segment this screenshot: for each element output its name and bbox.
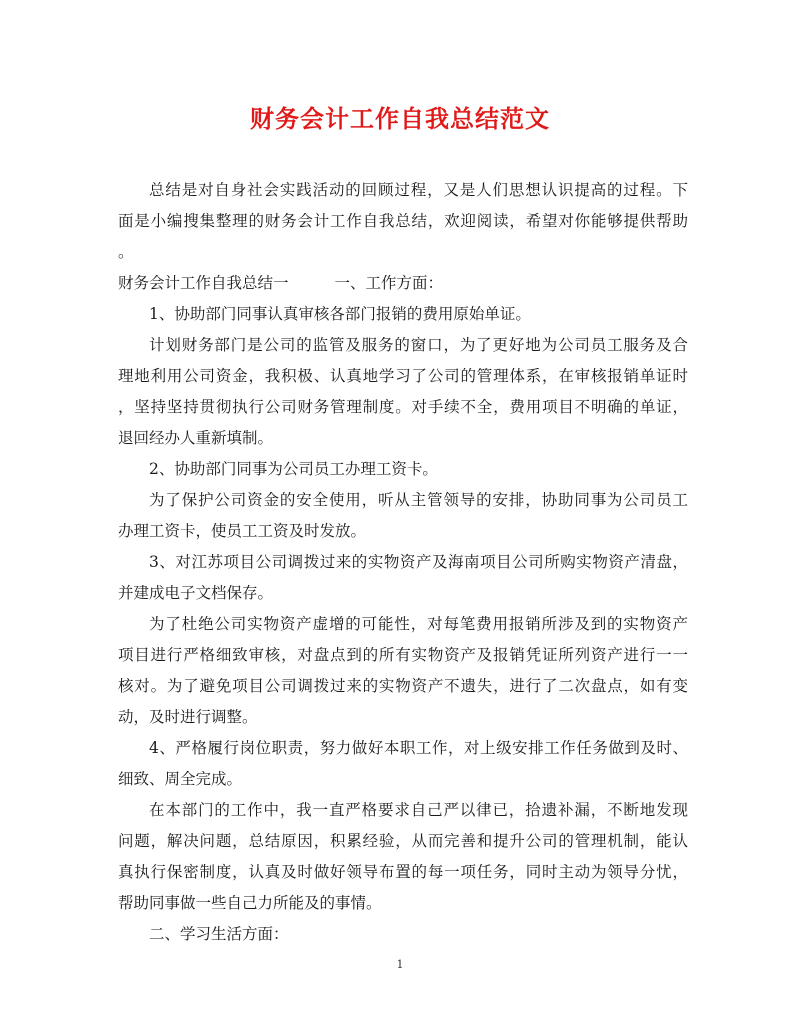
page-number: 1: [396, 958, 404, 971]
text-line-content: 1、协助部门同事认真审核各部门报销的费用原始单证。: [149, 305, 531, 323]
text-line-content: 真执行保密制度，认真及时做好领导布置的每一项任务，同时主动为领导分忧，: [118, 863, 688, 881]
document-title: 财务会计工作自我总结范文: [250, 104, 550, 133]
text-line-content: 退回经办人重新填制。: [118, 429, 274, 447]
text-line-content: 4、严格履行岗位职责，努力做好本职工作，对上级安排工作任务做到及时、: [149, 739, 688, 757]
document-body: [118, 175, 688, 950]
text-line: [118, 206, 688, 237]
text-line-content: 在本部门的工作中，我一直严格要求自己严以律已，拾遗补漏，不断地发现: [149, 801, 688, 819]
text-line: [118, 702, 688, 733]
text-line: [118, 826, 688, 857]
text-line-content: 财务会计工作自我总结一: [118, 274, 289, 292]
text-line: [118, 919, 688, 950]
text-line-content: ，坚持坚持贯彻执行公司财务管理制度。对手续不全，费用项目不明确的单证，: [118, 398, 688, 416]
text-line: [118, 671, 688, 702]
text-line: [118, 454, 688, 485]
text-line: [118, 764, 688, 795]
text-line: [118, 857, 688, 888]
text-line-content: 计划财务部门是公司的监管及服务的窗口，为了更好地为公司员工服务及合: [149, 336, 688, 354]
text-line-content: 理地利用公司资金，我积极、认真地学习了公司的管理体系，在审核报销单证时: [118, 367, 688, 385]
text-line: [118, 175, 688, 206]
text-line: [118, 268, 688, 299]
text-line-content: 办理工资卡，使员工工资及时发放。: [118, 522, 367, 540]
text-line: [118, 237, 688, 268]
text-line-content: 并建成电子文档保存。: [118, 584, 274, 602]
text-line: [118, 361, 688, 392]
text-line-content: 2、协助部门同事为公司员工办理工资卡。: [149, 460, 438, 478]
text-line: [118, 516, 688, 547]
text-line: [118, 640, 688, 671]
text-line-content: 动，及时进行调整。: [118, 708, 258, 726]
text-line: [118, 733, 688, 764]
text-line: [118, 609, 688, 640]
text-line: [118, 485, 688, 516]
text-line: [118, 547, 688, 578]
text-line-content: 细致、周全完成。: [118, 770, 243, 788]
text-line: [118, 299, 688, 330]
text-line: [118, 423, 688, 454]
text-line: [118, 888, 688, 919]
text-line-content: 项目进行严格细致审核，对盘点到的所有实物资产及报销凭证所列资产进行一一: [118, 646, 688, 664]
text-line: [118, 330, 688, 361]
text-line: [118, 795, 688, 826]
text-line-content: 为了保护公司资金的安全使用，听从主管领导的安排，协助同事为公司员工: [149, 491, 688, 509]
text-line-content: 。: [118, 243, 134, 261]
section-heading: 一、工作方面：: [334, 274, 444, 292]
text-line: [118, 392, 688, 423]
text-line: [118, 578, 688, 609]
text-line-content: 总结是对自身社会实践活动的回顾过程，又是人们思想认识提高的过程。下: [149, 181, 688, 199]
text-line-content: 为了杜绝公司实物资产虚增的可能性，对每笔费用报销所涉及到的实物资产: [149, 615, 688, 633]
text-line-content: 核对。为了避免项目公司调拨过来的实物资产不遗失，进行了二次盘点，如有变: [118, 677, 688, 695]
text-line-content: 面是小编搜集整理的财务会计工作自我总结，欢迎阅读，希望对你能够提供帮助: [118, 212, 688, 230]
text-line-content: 帮助同事做一些自己力所能及的事情。: [118, 894, 382, 912]
text-line-content: 3、对江苏项目公司调拨过来的实物资产及海南项目公司所购实物资产清盘，: [149, 553, 688, 571]
text-line-content: 问题，解决问题，总结原因，积累经验，从而完善和提升公司的管理机制，能认: [118, 832, 688, 850]
text-line-content: 二、学习生活方面：: [149, 925, 289, 943]
